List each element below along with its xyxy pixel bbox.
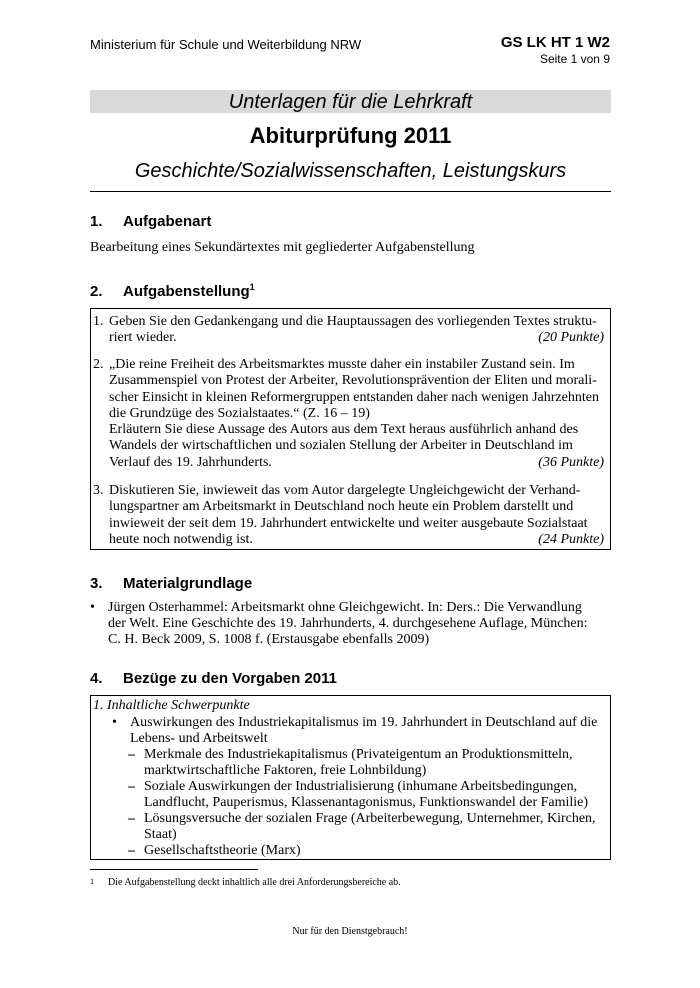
task-number: 3. <box>93 483 104 498</box>
footer-notice: Nur für den Dienstgebrauch! <box>292 926 408 937</box>
vorgaben-line: Lebens- und Arbeitswelt <box>130 731 268 746</box>
task-points: (20 Punkte) <box>538 330 604 346</box>
sub-line: Staat) <box>144 827 177 842</box>
vorgaben-heading: 1. Inhaltliche Schwerpunkte <box>93 698 250 713</box>
task-number: 2. <box>93 357 104 372</box>
section-number: 2. <box>90 283 103 300</box>
footnote-number: 1 <box>90 877 94 886</box>
material-item <box>90 600 611 648</box>
footnote-text: Die Aufgabenstellung deckt inhaltlich alle drei Anforderungsbereiche ab. <box>108 877 401 888</box>
task-points: (36 Punkte) <box>538 454 604 470</box>
task-item <box>93 357 604 471</box>
vorgaben-sub-item <box>128 843 598 859</box>
sub-line: Lösungsversuche der sozialen Frage (Arbeiterbewegung, Unternehmer, Kirchen, <box>144 811 596 826</box>
task-line: Geben Sie den Gedankengang und die Hauptaussagen des vorliegenden Textes struktu- <box>109 314 597 329</box>
task-number: 1. <box>93 314 104 329</box>
page-subtitle: Geschichte/Sozialwissenschaften, Leistungskurs <box>134 160 567 182</box>
task-line: Wandels der wirtschaftlichen und sozialen Stellung der Arbeiter in Deutschland im <box>109 438 573 454</box>
dash-icon: – <box>128 811 135 826</box>
vorgaben-sub-item <box>128 747 598 779</box>
section-1-heading <box>90 213 211 230</box>
document-code: GS LK HT 1 W2 <box>500 34 610 51</box>
page-title: Abiturprüfung 2011 <box>249 123 452 148</box>
page-number: Seite 1 von 9 <box>539 52 610 66</box>
task-line: lungspartner am Arbeitsmarkt in Deutschland noch heute ein Problem darstellt und <box>109 499 574 515</box>
dash-icon: – <box>128 747 135 762</box>
task-line: scher Einsicht in kleinen Reformergruppen entstanden daher nach wenigen Jahrzehnten <box>109 389 599 405</box>
material-line: der Welt. Eine Geschichte des 19. Jahrhunderts, 4. durchgesehene Auflage, München: <box>108 616 588 631</box>
bullet-icon: • <box>90 600 95 615</box>
section-4-heading <box>90 670 337 687</box>
vorgaben-sub-item <box>128 779 598 811</box>
sub-line: Landflucht, Pauperismus, Klassenantagonismus, Funktionswandel der Familie) <box>144 795 589 810</box>
section-2-heading <box>90 282 255 300</box>
section-1-text: Bearbeitung eines Sekundärtextes mit gegliederter Aufgabenstellung <box>90 240 475 255</box>
section-title: Bezüge zu den Vorgaben 2011 <box>123 670 337 687</box>
footnote-mark: 1 <box>249 282 255 292</box>
task-points: (24 Punkte) <box>538 531 604 547</box>
section-number: 4. <box>90 670 103 687</box>
task-line: die Grundzüge des Sozialstaates.“ (Z. 16 – 19) <box>109 405 370 421</box>
bullet-icon: • <box>112 715 117 730</box>
dash-icon: – <box>128 843 135 858</box>
vorgaben-main-item <box>112 715 607 747</box>
task-line: Zusammenspiel von Protest der Arbeiter, Revolutionsprävention der Eliten und morali- <box>109 373 597 389</box>
section-title: Materialgrundlage <box>123 575 253 592</box>
section-title: Aufgabenstellung <box>123 283 250 300</box>
section-number: 1. <box>90 213 103 230</box>
vorgaben-line: Auswirkungen des Industriekapitalismus im 19. Jahrhundert in Deutschland auf die <box>130 715 598 730</box>
vorgaben-sub-item <box>128 811 598 843</box>
task-line: heute noch notwendig ist. <box>109 531 253 547</box>
banner: Unterlagen für die Lehrkraft <box>90 90 611 113</box>
task-line: „Die reine Freiheit des Arbeitsmarktes musste daher ein instabiler Zustand sein. Im <box>109 357 575 372</box>
section-title: Aufgabenart <box>123 213 212 230</box>
sub-line: Soziale Auswirkungen der Industrialisierung (inhumane Arbeitsbedingungen, <box>144 779 578 794</box>
task-line: Diskutieren Sie, inwieweit das vom Autor dargelegte Ungleichgewicht der Verhand- <box>109 483 581 498</box>
task-line: Verlauf des 19. Jahrhunderts. <box>109 454 272 470</box>
section-3-heading <box>90 575 252 592</box>
material-line: Jürgen Osterhammel: Arbeitsmarkt ohne Gleichgewicht. In: Ders.: Die Verwandlung <box>108 600 582 615</box>
task-box <box>90 308 611 550</box>
section-number: 3. <box>90 575 103 592</box>
sub-line: Merkmale des Industriekapitalismus (Privateigentum an Produktionsmitteln, <box>144 747 573 762</box>
sub-line: Gesellschaftstheorie (Marx) <box>144 843 301 858</box>
task-item <box>93 483 604 548</box>
task-item <box>93 314 604 347</box>
task-line: inwieweit der seit dem 19. Jahrhundert entwickelte und weiter ausgebaute Sozialstaat <box>109 515 588 531</box>
material-line: C. H. Beck 2009, S. 1008 f. (Erstausgabe ebenfalls 2009) <box>108 632 430 647</box>
title-divider <box>90 191 611 192</box>
footnote-divider <box>90 869 258 870</box>
task-line: Erläutern Sie diese Aussage des Autors aus dem Text heraus ausführlich anhand des <box>109 422 579 438</box>
ministry-label: Ministerium für Schule und Weiterbildung NRW <box>90 37 362 52</box>
task-line: riert wieder. <box>109 330 177 346</box>
footnote <box>90 877 401 888</box>
dash-icon: – <box>128 779 135 794</box>
vorgaben-box <box>90 695 611 860</box>
sub-line: marktwirtschaftliche Faktoren, freie Lohnbildung) <box>144 763 427 778</box>
